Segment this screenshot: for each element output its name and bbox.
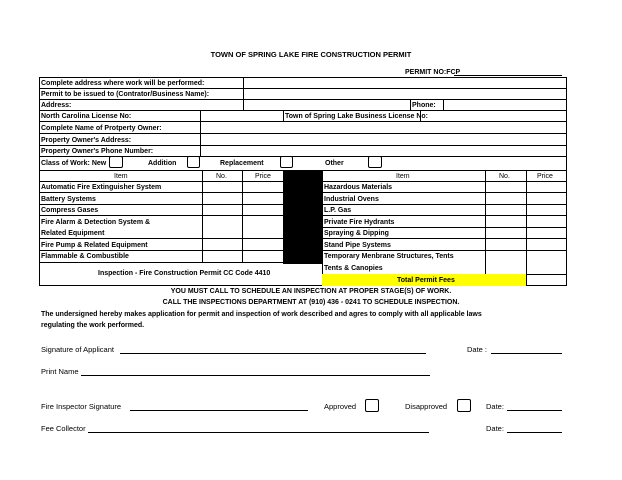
owner-address-label: Property Owner's Address: (41, 137, 132, 144)
addition-checkbox[interactable] (187, 156, 200, 168)
header-price-left: Price (255, 173, 271, 180)
fee-collector-line[interactable] (88, 432, 429, 433)
disapproved-label: Disapproved (405, 402, 448, 411)
notice-schedule: YOU MUST CALL TO SCHEDULE AN INSPECTION AT PROPER STAGE(S) OF WORK. (170, 288, 452, 295)
header-no-left: No. (216, 173, 227, 180)
replacement-checkbox[interactable] (280, 156, 293, 168)
header-price-right: Price (537, 173, 553, 180)
right-item: Hazardous Materials (324, 184, 393, 191)
inspector-signature-line[interactable] (130, 410, 308, 411)
form-title: TOWN OF SPRING LAKE FIRE CONSTRUCTION PERMIT (210, 50, 412, 59)
owner-name-field[interactable] (201, 122, 566, 133)
declaration-line-1: The undersigned hereby makes application for permit and inspection of work described and agres to comply with all applicable laws (41, 311, 482, 318)
right-item: Temporary Menbrane Structures, Tents (324, 253, 454, 260)
right-item: L.P. Gas (324, 207, 352, 214)
owner-address-field[interactable] (201, 134, 566, 145)
permit-no-field[interactable] (454, 75, 562, 76)
inspector-signature-label: Fire Inspector Signature (41, 402, 122, 411)
left-item: Related Equipment (41, 230, 105, 237)
new-checkbox[interactable] (109, 156, 123, 168)
header-no-right: No. (499, 173, 510, 180)
nc-license-label: North Carolina License No: (41, 113, 132, 120)
total-fees-label: Total Permit Fees (397, 277, 455, 284)
left-item: Battery Systems (41, 196, 96, 203)
spring-lake-license-field[interactable] (421, 111, 566, 121)
address-field[interactable] (244, 100, 409, 110)
left-item: Fire Alarm & Detection System & (41, 219, 151, 226)
approved-checkbox[interactable] (365, 399, 379, 412)
header-item-left: Item (114, 173, 128, 180)
declaration-line-2: regulating the work performed. (41, 322, 145, 329)
owner-phone-field[interactable] (201, 146, 566, 156)
replacement-label: Replacement (220, 160, 264, 167)
permit-issued-field[interactable] (244, 89, 566, 99)
phone-label: Phone: (412, 102, 436, 109)
right-item: Tents & Canopies (324, 265, 383, 272)
notice-call: CALL THE INSPECTIONS DEPARTMENT AT (910) 436 - 0241 TO SCHEDULE INSPECTION. (162, 299, 460, 306)
date-line-2[interactable] (507, 410, 562, 411)
print-name-label: Print Name (41, 367, 79, 376)
column-divider (283, 171, 323, 264)
fee-collector-label: Fee Collector (41, 424, 86, 433)
address-work-label: Complete address where work will be performed: (41, 80, 205, 87)
date-label-2: Date: (486, 402, 504, 411)
applicant-signature-label: Signature of Applicant (41, 345, 114, 354)
addition-label: Addition (148, 160, 177, 167)
right-item: Private Fire Hydrants (324, 219, 395, 226)
owner-name-label: Complete Name of Protperty Owner: (41, 125, 162, 132)
left-item: Automatic Fire Extinguisher System (41, 184, 162, 191)
other-checkbox[interactable] (368, 156, 382, 168)
nc-license-field[interactable] (201, 111, 282, 121)
header-item-right: Item (396, 173, 410, 180)
owner-phone-label: Property Owner's Phone Number: (41, 148, 154, 155)
left-item: Flammable & Combustible (41, 253, 129, 260)
approved-label: Approved (324, 402, 357, 411)
right-item: Spraying & Dipping (324, 230, 389, 237)
left-item: Compress Gases (41, 207, 99, 214)
right-item: Industrial Ovens (324, 196, 379, 203)
right-item: Stand Pipe Systems (324, 242, 391, 249)
disapproved-checkbox[interactable] (457, 399, 471, 412)
date-line-3[interactable] (507, 432, 562, 433)
class-of-work-label: Class of Work: New (41, 160, 107, 167)
inspection-code-label: Inspection - Fire Construction Permit CC Code 4410 (98, 270, 271, 277)
print-name-line[interactable] (81, 375, 430, 376)
other-label: Other (325, 160, 344, 167)
date-line-1[interactable] (491, 353, 562, 354)
address-work-field[interactable] (244, 78, 566, 88)
permit-issued-label: Permit to be issued to (Contrator/Business Name): (41, 91, 210, 98)
phone-field[interactable] (444, 100, 566, 110)
permit-no-label: PERMIT NO:FCP (405, 69, 461, 76)
date-label-3: Date: (486, 424, 504, 433)
address-label: Address: (41, 102, 72, 109)
spring-lake-license-label: Town of Spring Lake Business License No: (285, 113, 429, 120)
left-item: Fire Pump & Related Equipment (41, 242, 148, 249)
applicant-signature-line[interactable] (120, 353, 426, 354)
date-label-1: Date : (467, 345, 488, 354)
